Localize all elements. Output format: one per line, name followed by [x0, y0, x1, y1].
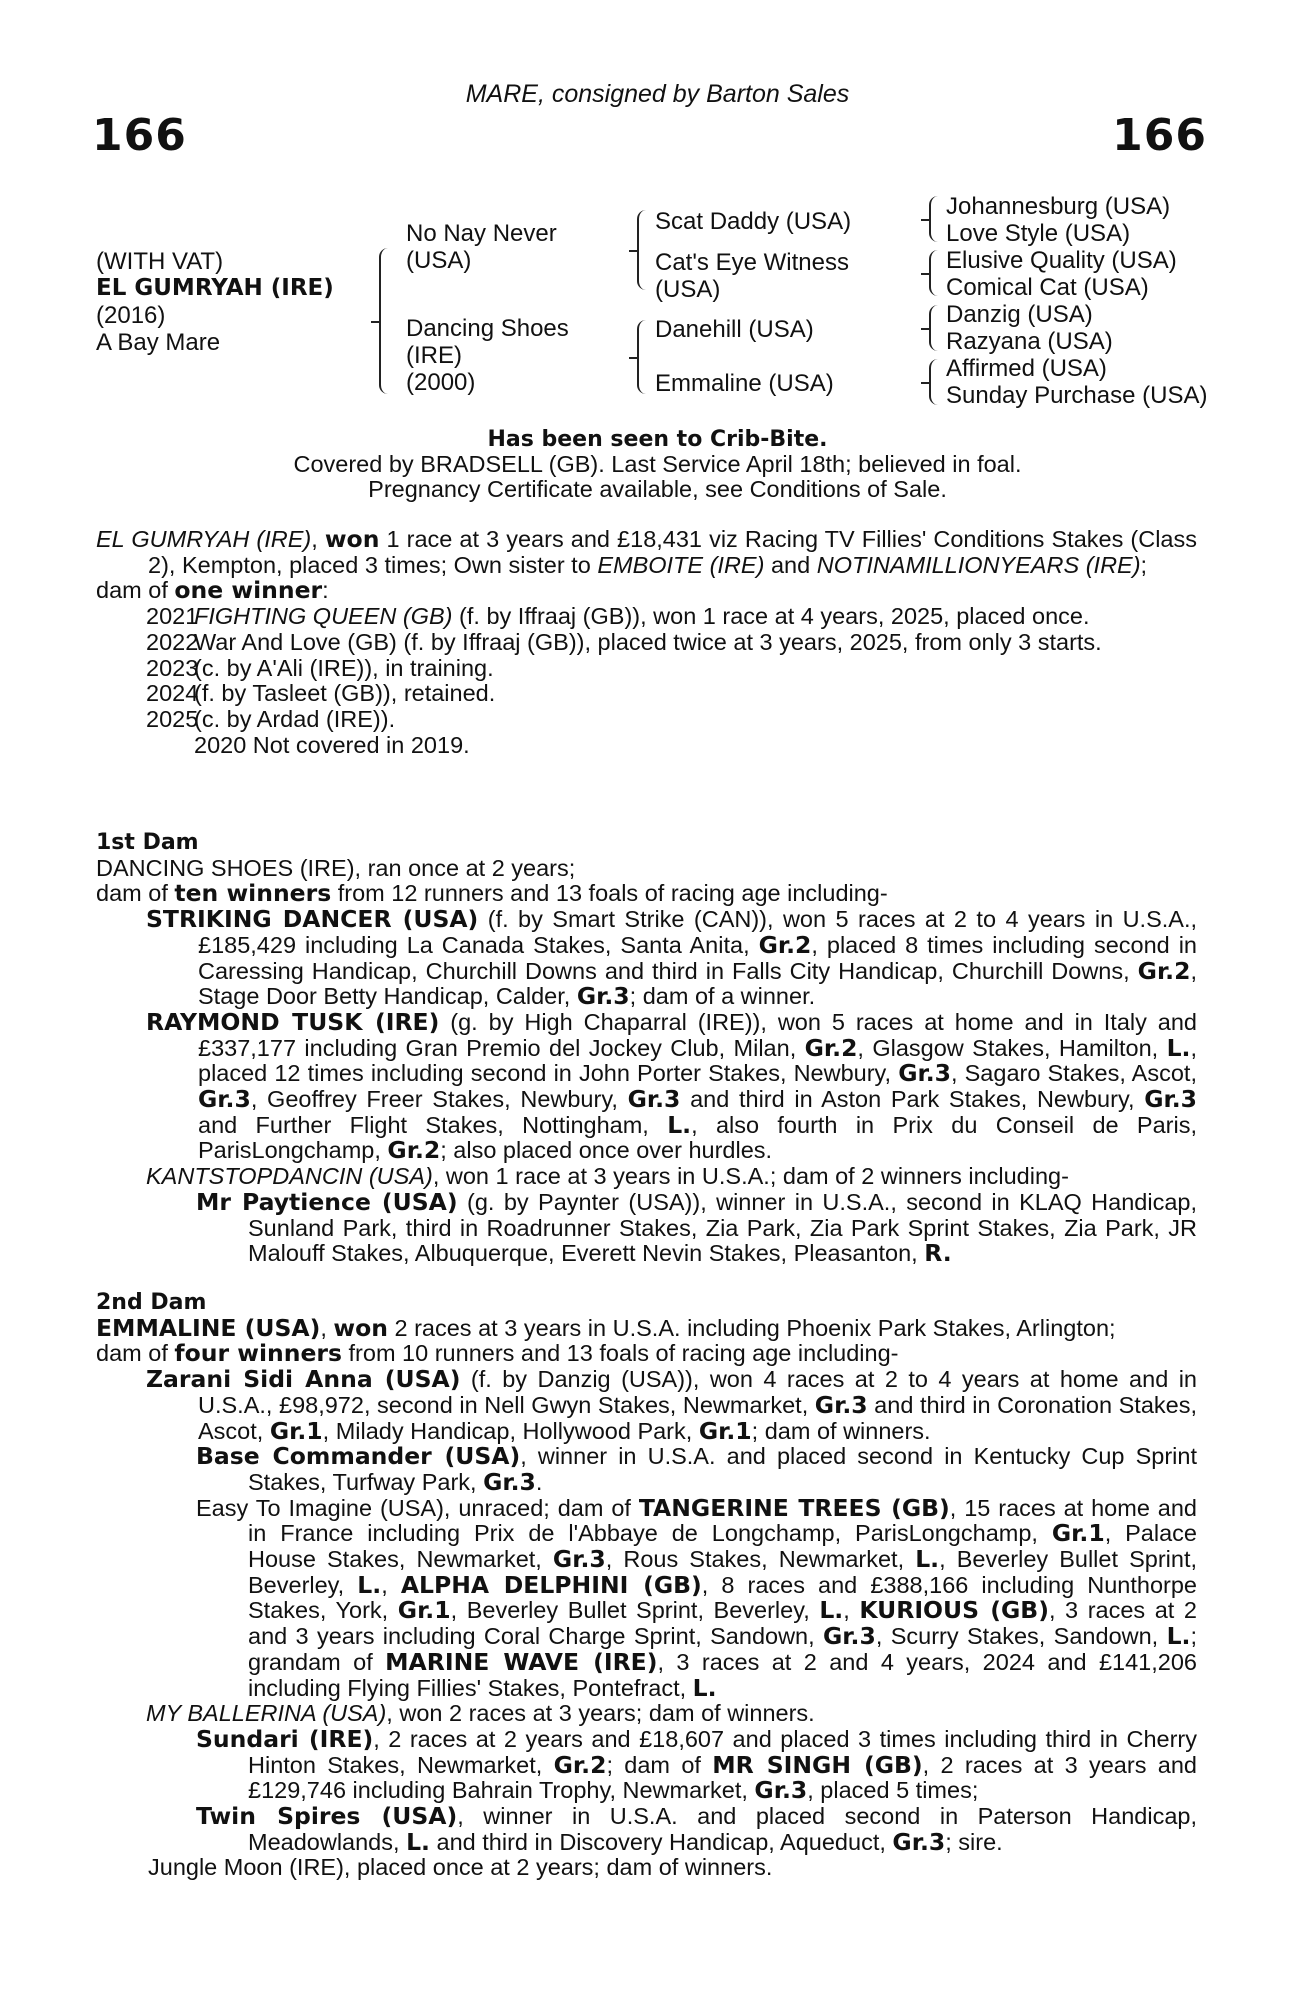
- grade-label: Gr.1: [698, 1416, 752, 1445]
- grade-label: Gr.3: [1144, 1085, 1197, 1114]
- gen4-johannesburg: Johannesburg (USA): [946, 193, 1171, 220]
- grade-label: Gr.2: [1137, 956, 1191, 985]
- gen3-emmaline: Emmaline (USA): [655, 370, 834, 397]
- gen4-elusive-quality: Elusive Quality (USA): [946, 247, 1177, 274]
- subject-vat: (WITH VAT): [96, 248, 224, 275]
- not-covered-note: 2020 Not covered in 2019.: [194, 731, 470, 758]
- subject-name: EL GUMRYAH (IRE): [96, 275, 334, 301]
- dam-block: [406, 315, 569, 396]
- foal-year: 2023: [146, 654, 199, 681]
- grade-label: L.: [1166, 1033, 1191, 1062]
- entry-text: , Beverley Bullet Sprint, Beverley,: [248, 1546, 1198, 1598]
- second-dam-produce: [96, 1341, 1197, 1367]
- grade-label: R.: [924, 1239, 952, 1268]
- pedigree-brace: [637, 320, 649, 394]
- foal-year: 2025: [146, 705, 199, 732]
- sundari-name: Sundari (IRE): [196, 1724, 374, 1753]
- second-dam-title: 2nd Dam: [96, 1290, 207, 1315]
- foal-row: [96, 681, 1197, 707]
- one-winner-label: one winner: [174, 576, 323, 605]
- entry-text: ; dam of a winner.: [629, 983, 816, 1010]
- foal-text: [194, 604, 1197, 630]
- foal-text: (c. by Ardad (IRE)).: [194, 705, 396, 732]
- entry-text: , 2 races at 2 years and £18,607 and placed 3 times including third in Cherry Hinton Stakes, Newmarket,: [248, 1725, 1197, 1778]
- my-ballerina-name: MY BALLERINA (USA): [146, 1700, 387, 1727]
- zarani-name: Zarani Sidi Anna (USA): [146, 1365, 461, 1394]
- gen3-danehill: Danehill (USA): [655, 316, 814, 343]
- twin-spires-name: Twin Spires (USA): [196, 1802, 458, 1831]
- sister-notinamillionyears: NOTINAMILLIONYEARS (IRE): [816, 551, 1141, 578]
- subject-race-record: EL GUMRYAH (IRE), won 1 race at 3 years and £18,431 viz Racing TV Fillies' Conditions Stakes (Class 2), Kempton, placed 3 times; Own sister to EMBOITE (IRE) and NOTINAMILLIONYEARS (IRE);: [96, 525, 1197, 578]
- entry-text: , winner in U.S.A. and placed second in Kentucky Cup Sprint Stakes, Turfway Park,: [248, 1443, 1197, 1495]
- first-dam-summary: DANCING SHOES (IRE), ran once at 2 years;: [96, 854, 576, 881]
- entry-text: (f. by Smart Strike (CAN)), won 5 races at 2 to 4 years in U.S.A., £185,429 including La Canada Stakes, Santa Anita,: [198, 906, 1198, 958]
- pedigree-brace: [929, 359, 941, 405]
- certificate-note: Pregnancy Certificate available, see Conditions of Sale.: [368, 476, 947, 502]
- entry-text: , won 2 races at 3 years; dam of winners.: [386, 1700, 815, 1727]
- gen3-scat-daddy: Scat Daddy (USA): [655, 208, 852, 235]
- entry-text: ,: [843, 1597, 860, 1624]
- emmaline-name: EMMALINE (USA): [96, 1313, 321, 1342]
- entry-text: , placed 8 times including second in Caressing Handicap, Churchill Downs and third in Falls City Handicap, Churchill Downs,: [198, 931, 1197, 984]
- crib-bite-note: Has been seen to Crib-Bite.: [487, 427, 828, 452]
- entry-text: , Geoffrey Freer Stakes, Newbury,: [250, 1086, 628, 1113]
- zarani-entry: [96, 1367, 1197, 1444]
- easy-to-imagine-entry: [96, 1493, 1198, 1702]
- grade-label: Gr.2: [804, 1033, 858, 1062]
- sire-block: [406, 220, 557, 274]
- entry-text: , Rous Stakes, Newmarket,: [605, 1546, 916, 1573]
- produce-text: from 10 runners and 13 foals of racing age including-: [342, 1340, 899, 1367]
- tangerine-trees-name: TANGERINE TREES (GB): [638, 1493, 950, 1522]
- mr-paytience-name: Mr Paytience (USA): [196, 1187, 458, 1216]
- gen4-danzig: Danzig (USA): [946, 301, 1093, 328]
- foal-text: (f. by Tasleet (GB)), retained.: [194, 680, 496, 707]
- entry-text: , placed 5 times;: [807, 1777, 979, 1804]
- raymond-tusk-entry: [96, 1007, 1198, 1165]
- striking-dancer-name: STRIKING DANCER (USA): [146, 905, 479, 934]
- sire-line1: No Nay Never: [406, 220, 557, 247]
- entry-text: , Milady Handicap, Hollywood Park,: [322, 1417, 699, 1444]
- base-commander-entry: [96, 1444, 1197, 1495]
- entry-text: ; dam of: [606, 1751, 713, 1778]
- entry-text: (g. by Paynter (USA)), winner in U.S.A., second in KLAQ Handicap, Sunland Park, third in Roadrunner Stakes, Zia Park, Zia Park Sprint Stakes, Zia Park, JR Malouff Stakes, Albuquerque, Everett Nevin Stakes, Pleasanton,: [248, 1188, 1197, 1267]
- entry-text: , Beverley Bullet Sprint, Beverley,: [450, 1597, 820, 1624]
- grade-label: Gr.1: [269, 1416, 323, 1445]
- grade-label: Gr.3: [576, 982, 630, 1011]
- entry-text: ; also placed once over hurdles.: [440, 1137, 773, 1164]
- second-dam-section: [96, 1290, 1197, 1881]
- gen3-cats-eye-l2: (USA): [655, 276, 721, 303]
- grade-label: Gr.2: [553, 1750, 607, 1779]
- grade-label: Gr.3: [823, 1622, 876, 1651]
- pedigree-brace: [929, 305, 941, 351]
- entry-text: and third in Discovery Handicap, Aqueduct,: [429, 1828, 893, 1855]
- grade-label: Gr.1: [1051, 1519, 1105, 1548]
- grade-label: L.: [357, 1570, 382, 1599]
- second-dam-summary: EMMALINE (USA), won 2 races at 3 years in U.S.A. including Phoenix Park Stakes, Arlington;: [96, 1313, 1116, 1342]
- foal-row: [96, 707, 1197, 733]
- dam-of-text: dam of: [96, 880, 175, 907]
- grade-label: Gr.3: [898, 1059, 951, 1088]
- entry-text: (g. by High Chaparral (IRE)), won 5 races at home and in Italy and £337,177 including Gran Premio del Jockey Club, Milan,: [198, 1008, 1198, 1061]
- entry-text: , won 1 race at 3 years in U.S.A.; dam of 2 winners including-: [432, 1163, 1069, 1190]
- kantstopdancin-name: KANTSTOPDANCIN (USA): [146, 1163, 433, 1190]
- raymond-tusk-name: RAYMOND TUSK (IRE): [146, 1007, 440, 1036]
- covered-note: Covered by BRADSELL (GB). Last Service April 18th; believed in foal.: [293, 451, 1022, 477]
- entry-text: ; grandam of: [248, 1623, 1197, 1675]
- grade-label: Gr.3: [627, 1085, 681, 1114]
- race-record-text: 1 race at 3 years and £18,431 viz Racing TV Fillies' Conditions Stakes (Class 2), Kempton, placed 3 times; Own sister to: [148, 526, 1197, 578]
- striking-dancer-entry: [96, 907, 1197, 1010]
- gen4-affirmed: Affirmed (USA): [946, 355, 1107, 382]
- entry-text: , 15 races at home and in France including Prix de l'Abbaye de Longchamp, ParisLongchamp,: [248, 1494, 1198, 1547]
- entry-text: , Sagaro Stakes, Ascot,: [951, 1060, 1197, 1087]
- won-label: won: [324, 525, 380, 553]
- subject-name-ref: EL GUMRYAH (IRE): [96, 526, 312, 552]
- entry-text: ,: [381, 1571, 401, 1598]
- foal-text: War And Love (GB) (f. by Iffraaj (GB)), placed twice at 3 years, 2025, from only 3 starts.: [194, 628, 1102, 655]
- won-label: won: [333, 1313, 388, 1342]
- gen4-sunday-purchase: Sunday Purchase (USA): [946, 382, 1208, 409]
- grade-label: L.: [915, 1545, 940, 1574]
- entry-text: and Further Flight Stakes, Nottingham,: [198, 1111, 668, 1138]
- foal-year-spacer: [96, 733, 194, 759]
- entry-text: (f. by Danzig (USA)), won 4 races at 2 to 4 years at home and in U.S.A., £98,972, second in Nell Gwyn Stakes, Newmarket,: [198, 1366, 1197, 1418]
- alpha-delphini-name: ALPHA DELPHINI (GB): [400, 1570, 702, 1599]
- pedigree-brace: [379, 248, 391, 394]
- my-ballerina-entry: [96, 1701, 1197, 1727]
- first-dam-title: 1st Dam: [96, 830, 199, 855]
- mr-singh-name: MR SINGH (GB): [712, 1750, 923, 1779]
- grade-label: L.: [819, 1596, 844, 1625]
- ten-winners-label: ten winners: [174, 879, 332, 908]
- sister-emboite: EMBOITE (IRE): [597, 551, 765, 578]
- gen4-razyana: Razyana (USA): [946, 328, 1113, 355]
- gen3-cats-eye-l1: Cat's Eye Witness: [655, 249, 849, 276]
- marine-wave-name: MARINE WAVE (IRE): [385, 1647, 658, 1676]
- grade-label: L.: [667, 1110, 692, 1139]
- grade-label: Gr.3: [483, 1467, 536, 1496]
- entry-text: , 3 races at 2 and 4 years, 2024 and £141,206 including Flying Fillies' Stakes, Pontefract,: [248, 1648, 1197, 1701]
- grade-label: Gr.3: [814, 1390, 868, 1419]
- first-dam-produce: [96, 881, 1197, 907]
- entry-text: , also fourth in Prix du Conseil de Paris, ParisLongchamp,: [198, 1111, 1198, 1164]
- dam-of-text: dam of: [96, 577, 175, 604]
- subject-block: [96, 248, 334, 356]
- subject-year: (2016): [96, 302, 166, 329]
- kantstopdancin-entry: [96, 1164, 1197, 1190]
- entry-text: , 8 races and £388,166 including Nunthorpe Stakes, York,: [248, 1571, 1197, 1624]
- dam-of-text: dam of: [96, 1340, 175, 1367]
- foal-detail: (f. by Iffraaj (GB)), won 1 race at 4 years, 2025, placed once.: [452, 603, 1090, 630]
- mr-paytience-entry: [96, 1187, 1197, 1268]
- lot-number-left: 166: [92, 110, 187, 161]
- base-commander-name: Base Commander (USA): [196, 1442, 521, 1471]
- gen3-cats-eye: [655, 249, 849, 303]
- consignment-caption: MARE, consigned by Barton Sales: [465, 80, 850, 108]
- entry-text: .: [535, 1468, 543, 1495]
- entry-text: , 2 races at 3 years and £129,746 including Bahrain Trophy, Newmarket,: [248, 1751, 1197, 1804]
- entry-text: , placed 12 times including second in John Porter Stakes, Newbury,: [198, 1034, 1197, 1087]
- produce-record: [96, 527, 1197, 758]
- foal-year: 2022: [146, 628, 199, 655]
- entry-text: , Palace House Stakes, Newmarket,: [248, 1520, 1197, 1573]
- gen4-list: [946, 193, 1207, 409]
- grade-label: L.: [692, 1673, 717, 1702]
- entry-text: and third in Coronation Stakes, Ascot,: [198, 1391, 1197, 1444]
- jungle-moon-entry: Jungle Moon (IRE), placed once at 2 years; dam of winners.: [148, 1854, 773, 1881]
- entry-text: ; dam of winners.: [751, 1417, 931, 1444]
- foal-name: FIGHTING QUEEN (GB): [194, 603, 453, 630]
- produce-text: from 12 runners and 13 foals of racing age including-: [331, 880, 888, 907]
- grade-label: Gr.3: [754, 1776, 808, 1805]
- entry-text: , Glasgow Stakes, Hamilton,: [857, 1034, 1167, 1061]
- grade-label: Gr.2: [758, 930, 812, 959]
- entry-text: , winner in U.S.A. and placed second in Paterson Handicap, Meadowlands,: [248, 1803, 1197, 1855]
- pedigree-brace: [929, 196, 941, 242]
- entry-text: Easy To Imagine (USA), unraced; dam of: [196, 1494, 639, 1521]
- gen4-love-style: Love Style (USA): [946, 220, 1131, 247]
- entry-text: , Stage Door Betty Handicap, Calder,: [198, 957, 1197, 1010]
- foal-text: (c. by A'Ali (IRE)), in training.: [194, 654, 494, 681]
- foal-row: [96, 630, 1197, 656]
- dam-line3: (2000): [406, 369, 476, 396]
- foal-year: 2021: [146, 603, 199, 630]
- entry-text: , 3 races at 2 and 3 years including Coral Charge Sprint, Sandown,: [248, 1597, 1197, 1650]
- sire-line2: (USA): [406, 247, 472, 274]
- conjunction: and: [764, 551, 817, 578]
- entry-text: ; sire.: [945, 1828, 1003, 1855]
- dam-of-line: [96, 578, 1197, 604]
- grade-label: Gr.3: [198, 1085, 251, 1114]
- grade-label: L.: [1166, 1622, 1191, 1651]
- first-dam-section: [96, 830, 1197, 1267]
- twin-spires-entry: [96, 1804, 1197, 1855]
- grade-label: Gr.2: [387, 1136, 441, 1165]
- subject-description: A Bay Mare: [96, 329, 221, 356]
- sundari-entry: [96, 1724, 1197, 1805]
- grade-label: Gr.3: [892, 1827, 946, 1856]
- pedigree-brace: [637, 210, 649, 290]
- foal-year: 2024: [146, 680, 199, 707]
- foal-row: [96, 656, 1197, 682]
- entry-text: , Scurry Stakes, Sandown,: [875, 1623, 1167, 1650]
- pedigree-brace: [929, 250, 941, 296]
- gen4-comical-cat: Comical Cat (USA): [946, 274, 1149, 301]
- kurious-name: KURIOUS (GB): [859, 1596, 1049, 1625]
- lot-number-right: 166: [1112, 110, 1207, 161]
- foal-row: [96, 733, 1197, 759]
- four-winners-label: four winners: [174, 1339, 342, 1368]
- foal-row: [96, 604, 1197, 630]
- dam-line1: Dancing Shoes: [406, 315, 569, 342]
- grade-label: Gr.1: [397, 1596, 451, 1625]
- entry-text: and third in Aston Park Stakes, Newbury,: [680, 1086, 1145, 1113]
- grade-label: L.: [406, 1827, 430, 1856]
- punctuation: :: [322, 577, 329, 604]
- punctuation: ;: [1140, 551, 1148, 578]
- dam-line2: (IRE): [406, 342, 462, 369]
- grade-label: Gr.3: [552, 1545, 606, 1574]
- entry-text: 2 races at 3 years in U.S.A. including Phoenix Park Stakes, Arlington;: [387, 1314, 1116, 1341]
